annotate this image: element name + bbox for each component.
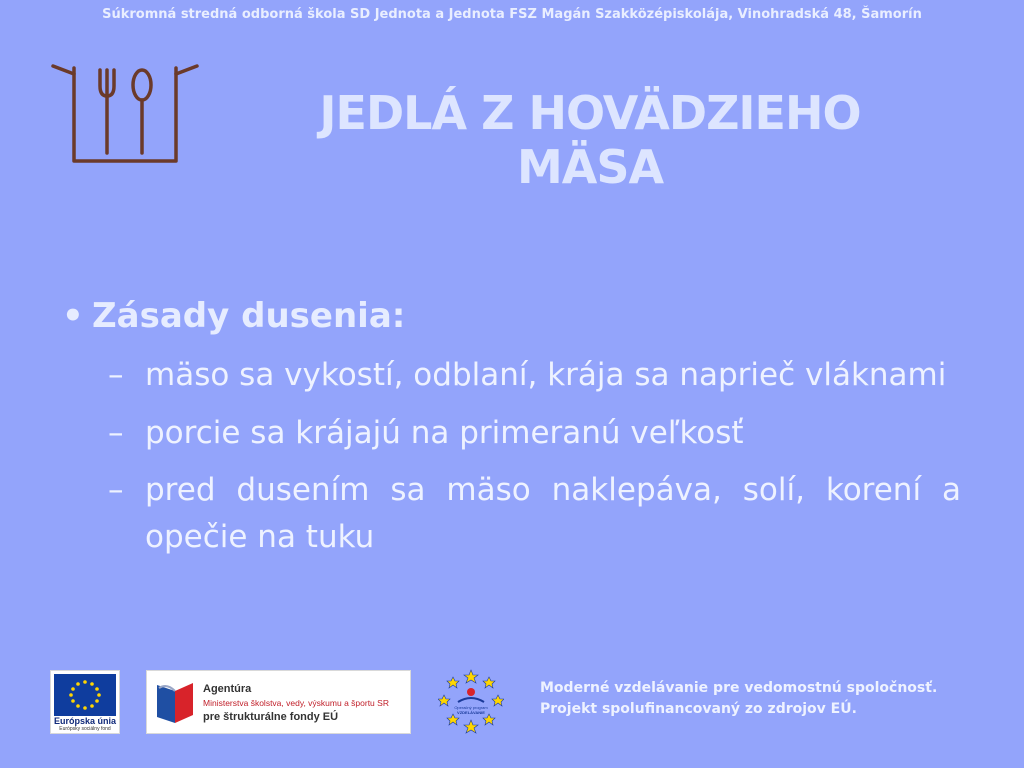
eu-subcaption: Európsky sociálny fond xyxy=(59,726,111,732)
op-vzdelavanie-logo xyxy=(438,668,504,734)
footer-logos xyxy=(0,660,540,740)
footer-text xyxy=(540,678,1010,720)
bullet-label: Zásady dusenia: xyxy=(92,296,406,336)
bullet-heading xyxy=(62,296,405,336)
eu-caption: Európska únia xyxy=(53,716,116,726)
agency-funds: pre štrukturálne fondy EÚ xyxy=(203,711,339,723)
book-icon xyxy=(153,677,199,727)
agency-ministry: Ministerstva školstva, vedy, výskumu a športu SR xyxy=(203,698,389,708)
footer-text-line2: Projekt spolufinancovaný zo zdrojov EÚ. xyxy=(540,701,857,717)
cutlery-pot-icon xyxy=(50,58,200,168)
eu-flag-icon xyxy=(54,674,116,716)
sub-item xyxy=(108,467,961,561)
sub-item-text: porcie sa krájajú na primeranú veľkosť xyxy=(145,415,744,451)
op-logo-line1: Operačný program xyxy=(454,705,488,710)
sub-item-text: pred dusením sa mäso naklepáva, solí, korení a opečie na tuku xyxy=(145,472,961,555)
school-header: Súkromná stredná odborná škola SD Jednota a Jednota FSZ Magán Szakközépiskolája, Vinohradská 48, Šamorín xyxy=(102,7,922,22)
op-logo-line2: VZDELÁVANIE xyxy=(457,710,485,715)
sub-item xyxy=(108,410,961,457)
sub-item-text: mäso sa vykostí, odblaní, krája sa naprieč vláknami xyxy=(145,357,947,393)
slide-title: JEDLÁ Z HOVÄDZIEHO MÄSA xyxy=(319,86,861,194)
bullet-marker: • xyxy=(62,296,84,336)
agency-title: Agentúra xyxy=(203,683,252,695)
eu-logo xyxy=(50,670,120,734)
footer-text-line1: Moderné vzdelávanie pre vedomostnú spoločnosť. xyxy=(540,680,938,696)
sub-item xyxy=(108,352,961,399)
dash-marker: – xyxy=(108,472,124,508)
agency-logo xyxy=(146,670,411,734)
dash-marker: – xyxy=(108,415,124,451)
dash-marker: – xyxy=(108,357,124,393)
